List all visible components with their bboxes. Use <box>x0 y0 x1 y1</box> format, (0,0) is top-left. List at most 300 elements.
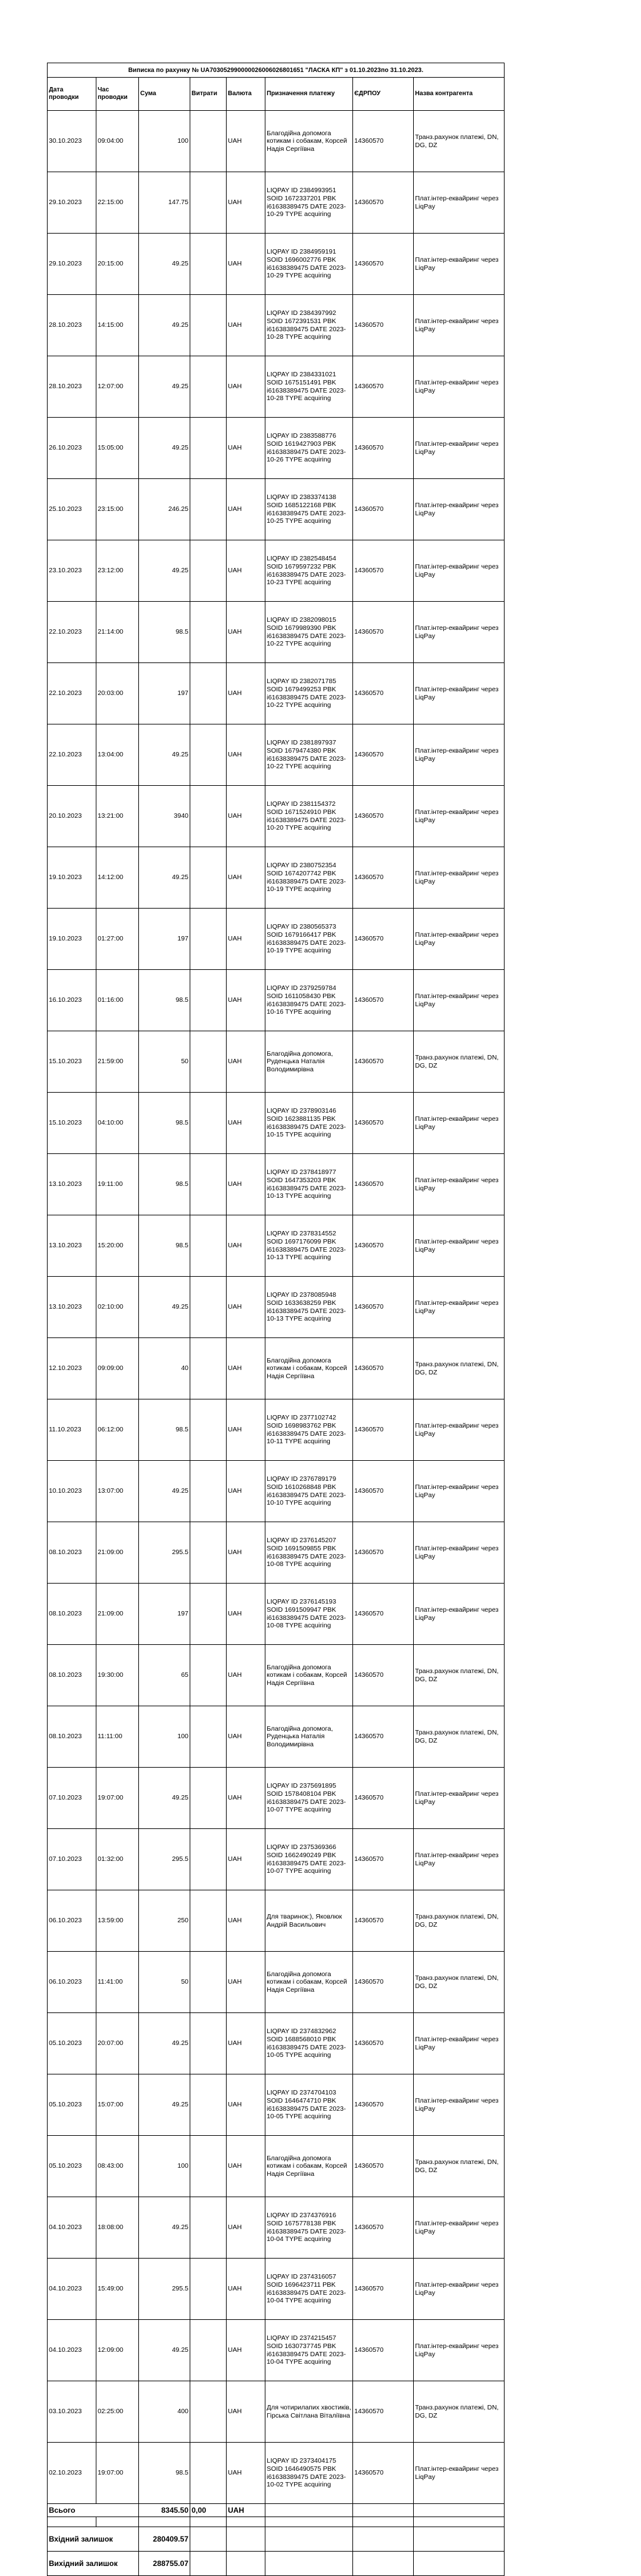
edrpou-cell: 14360570 <box>353 2381 414 2443</box>
purpose-cell: LIQPAY ID 2380752354 SOID 1674207742 PBK i61638389475 DATE 2023-10-19 TYPE acquiring <box>265 847 353 909</box>
purpose-cell: LIQPAY ID 2382548454 SOID 1679597232 PBK i61638389475 DATE 2023-10-23 TYPE acquiring <box>265 540 353 602</box>
expense-cell <box>190 1277 227 1338</box>
table-row <box>48 1215 505 1277</box>
purpose-cell: LIQPAY ID 2377102742 SOID 1698983762 PBK i61638389475 DATE 2023-10-11 TYPE acquiring <box>265 1399 353 1461</box>
date-cell: 04.10.2023 <box>48 2320 96 2381</box>
purpose-cell: LIQPAY ID 2382071785 SOID 1679499253 PBK i61638389475 DATE 2023-10-22 TYPE acquiring <box>265 663 353 724</box>
purpose-cell: LIQPAY ID 2378314552 SOID 1697176099 PBK i61638389475 DATE 2023-10-13 TYPE acquiring <box>265 1215 353 1277</box>
contractor-cell: Транз.рахунок платежі, DN, DG, DZ <box>414 111 505 172</box>
table-row <box>48 970 505 1031</box>
date-cell: 05.10.2023 <box>48 2013 96 2074</box>
expense-cell <box>190 540 227 602</box>
table-row <box>48 1522 505 1584</box>
table-row <box>48 1890 505 1952</box>
sum-cell: 49.25 <box>139 356 190 418</box>
expense-cell <box>190 172 227 234</box>
sum-cell: 98.5 <box>139 602 190 663</box>
sum-cell: 98.5 <box>139 1154 190 1215</box>
time-cell: 14:15:00 <box>96 295 139 356</box>
expense-cell <box>190 1461 227 1522</box>
time-cell: 13:59:00 <box>96 1890 139 1952</box>
time-cell: 21:09:00 <box>96 1584 139 1645</box>
contractor-cell: Плат.інтер-еквайринг через LiqPay <box>414 909 505 970</box>
sum-cell: 49.25 <box>139 295 190 356</box>
time-cell: 23:15:00 <box>96 479 139 540</box>
time-cell: 09:04:00 <box>96 111 139 172</box>
purpose-cell: Благодійна допомога, Руденцька Наталія Володимирівна <box>265 1706 353 1768</box>
currency-cell: UAH <box>227 356 265 418</box>
opening-balance-value: 280409.57 <box>139 2527 190 2552</box>
currency-cell: UAH <box>227 1215 265 1277</box>
expense-cell <box>190 1093 227 1154</box>
table-row <box>48 418 505 479</box>
edrpou-cell: 14360570 <box>353 2443 414 2504</box>
currency-cell: UAH <box>227 724 265 786</box>
time-cell: 09:09:00 <box>96 1338 139 1399</box>
sum-cell: 49.25 <box>139 1277 190 1338</box>
expense-cell <box>190 970 227 1031</box>
table-row <box>48 356 505 418</box>
edrpou-cell: 14360570 <box>353 2197 414 2259</box>
currency-cell: UAH <box>227 2136 265 2197</box>
currency-cell: UAH <box>227 970 265 1031</box>
sum-cell: 100 <box>139 111 190 172</box>
edrpou-cell: 14360570 <box>353 1154 414 1215</box>
purpose-cell: LIQPAY ID 2381154372 SOID 1671524910 PBK i61638389475 DATE 2023-10-20 TYPE acquiring <box>265 786 353 847</box>
edrpou-cell: 14360570 <box>353 2074 414 2136</box>
purpose-cell: LIQPAY ID 2380565373 SOID 1679166417 PBK i61638389475 DATE 2023-10-19 TYPE acquiring <box>265 909 353 970</box>
table-row <box>48 1461 505 1522</box>
time-cell: 02:10:00 <box>96 1277 139 1338</box>
currency-cell: UAH <box>227 1890 265 1952</box>
contractor-cell: Транз.рахунок платежі, DN, DG, DZ <box>414 1031 505 1093</box>
time-cell: 13:07:00 <box>96 1461 139 1522</box>
currency-cell: UAH <box>227 111 265 172</box>
contractor-cell: Плат.інтер-еквайринг через LiqPay <box>414 1215 505 1277</box>
currency-cell: UAH <box>227 1584 265 1645</box>
time-cell: 01:16:00 <box>96 970 139 1031</box>
table-row <box>48 1338 505 1399</box>
currency-cell: UAH <box>227 602 265 663</box>
sum-cell: 100 <box>139 2136 190 2197</box>
edrpou-cell: 14360570 <box>353 1277 414 1338</box>
sum-cell: 147.75 <box>139 172 190 234</box>
edrpou-cell: 14360570 <box>353 540 414 602</box>
empty-cell <box>190 2552 227 2576</box>
sum-cell: 49.25 <box>139 847 190 909</box>
totals-label: Всього <box>48 2504 139 2517</box>
time-cell: 19:07:00 <box>96 2443 139 2504</box>
contractor-cell: Транз.рахунок платежі, DN, DG, DZ <box>414 1338 505 1399</box>
edrpou-cell: 14360570 <box>353 418 414 479</box>
opening-balance-label: Вхідний залишок <box>48 2527 139 2552</box>
purpose-cell: LIQPAY ID 2375691895 SOID 1578408104 PBK i61638389475 DATE 2023-10-07 TYPE acquiring <box>265 1768 353 1829</box>
edrpou-cell: 14360570 <box>353 1338 414 1399</box>
sum-cell: 295.5 <box>139 2259 190 2320</box>
date-cell: 28.10.2023 <box>48 356 96 418</box>
empty-cell <box>190 2517 227 2527</box>
purpose-cell: LIQPAY ID 2374376916 SOID 1675778138 PBK i61638389475 DATE 2023-10-04 TYPE acquiring <box>265 2197 353 2259</box>
date-cell: 08.10.2023 <box>48 1522 96 1584</box>
expense-cell <box>190 1890 227 1952</box>
time-cell: 15:49:00 <box>96 2259 139 2320</box>
table-row <box>48 1154 505 1215</box>
purpose-cell: LIQPAY ID 2376145193 SOID 1691509947 PBK i61638389475 DATE 2023-10-08 TYPE acquiring <box>265 1584 353 1645</box>
table-row <box>48 1031 505 1093</box>
time-cell: 12:09:00 <box>96 2320 139 2381</box>
edrpou-cell: 14360570 <box>353 1215 414 1277</box>
date-cell: 02.10.2023 <box>48 2443 96 2504</box>
time-cell: 15:05:00 <box>96 418 139 479</box>
time-cell: 13:04:00 <box>96 724 139 786</box>
expense-cell <box>190 1829 227 1890</box>
sum-cell: 65 <box>139 1645 190 1706</box>
purpose-cell: Для тваринок:), Яковлюк Андрій Васильович <box>265 1890 353 1952</box>
expense-cell <box>190 1522 227 1584</box>
purpose-cell: Благодійна допомога, Руденцька Наталія Володимирівна <box>265 1031 353 1093</box>
sum-cell: 295.5 <box>139 1829 190 1890</box>
contractor-cell: Плат.інтер-еквайринг через LiqPay <box>414 786 505 847</box>
purpose-cell: LIQPAY ID 2376789179 SOID 1610268848 PBK i61638389475 DATE 2023-10-10 TYPE acquiring <box>265 1461 353 1522</box>
currency-cell: UAH <box>227 234 265 295</box>
edrpou-cell: 14360570 <box>353 111 414 172</box>
expense-cell <box>190 295 227 356</box>
table-row <box>48 1952 505 2013</box>
date-cell: 07.10.2023 <box>48 1829 96 1890</box>
currency-cell: UAH <box>227 1399 265 1461</box>
totals-expense: 0,00 <box>190 2504 227 2517</box>
edrpou-cell: 14360570 <box>353 234 414 295</box>
purpose-cell: Благодійна допомога котикам і собакам, Корсей Надія Сергіївна <box>265 1952 353 2013</box>
table-row <box>48 2320 505 2381</box>
currency-cell: UAH <box>227 2259 265 2320</box>
purpose-cell: LIQPAY ID 2375369366 SOID 1662490249 PBK i61638389475 DATE 2023-10-07 TYPE acquiring <box>265 1829 353 1890</box>
totals-currency: UAH <box>227 2504 265 2517</box>
time-cell: 08:43:00 <box>96 2136 139 2197</box>
purpose-cell: LIQPAY ID 2384993951 SOID 1672337201 PBK i61638389475 DATE 2023-10-29 TYPE acquiring <box>265 172 353 234</box>
totals-row <box>48 2504 505 2517</box>
edrpou-cell: 14360570 <box>353 970 414 1031</box>
contractor-cell: Транз.рахунок платежі, DN, DG, DZ <box>414 2136 505 2197</box>
column-header-date: Дата проводки <box>48 78 96 111</box>
time-cell: 11:11:00 <box>96 1706 139 1768</box>
sum-cell: 49.25 <box>139 2013 190 2074</box>
time-cell: 01:32:00 <box>96 1829 139 1890</box>
column-header-currency: Валюта <box>227 78 265 111</box>
sum-cell: 40 <box>139 1338 190 1399</box>
table-row <box>48 1829 505 1890</box>
title-row <box>48 63 505 78</box>
time-cell: 18:08:00 <box>96 2197 139 2259</box>
expense-cell <box>190 1338 227 1399</box>
contractor-cell: Плат.інтер-еквайринг через LiqPay <box>414 540 505 602</box>
date-cell: 22.10.2023 <box>48 724 96 786</box>
sum-cell: 49.25 <box>139 724 190 786</box>
sum-cell: 98.5 <box>139 1399 190 1461</box>
date-cell: 04.10.2023 <box>48 2197 96 2259</box>
currency-cell: UAH <box>227 540 265 602</box>
date-cell: 08.10.2023 <box>48 1584 96 1645</box>
currency-cell: UAH <box>227 295 265 356</box>
table-row <box>48 2443 505 2504</box>
purpose-cell: LIQPAY ID 2376145207 SOID 1691509855 PBK i61638389475 DATE 2023-10-08 TYPE acquiring <box>265 1522 353 1584</box>
table-row <box>48 1399 505 1461</box>
table-row <box>48 295 505 356</box>
table-row <box>48 786 505 847</box>
contractor-cell: Плат.інтер-еквайринг через LiqPay <box>414 663 505 724</box>
edrpou-cell: 14360570 <box>353 1768 414 1829</box>
expense-cell <box>190 1706 227 1768</box>
edrpou-cell: 14360570 <box>353 1522 414 1584</box>
currency-cell: UAH <box>227 2013 265 2074</box>
contractor-cell: Плат.інтер-еквайринг через LiqPay <box>414 1399 505 1461</box>
currency-cell: UAH <box>227 847 265 909</box>
currency-cell: UAH <box>227 1277 265 1338</box>
sum-cell: 49.25 <box>139 1461 190 1522</box>
date-cell: 23.10.2023 <box>48 540 96 602</box>
empty-cell <box>265 2527 353 2552</box>
currency-cell: UAH <box>227 418 265 479</box>
table-row <box>48 1645 505 1706</box>
table-row <box>48 1584 505 1645</box>
purpose-cell: LIQPAY ID 2378903146 SOID 1623881135 PBK i61638389475 DATE 2023-10-15 TYPE acquiring <box>265 1093 353 1154</box>
contractor-cell: Плат.інтер-еквайринг через LiqPay <box>414 2320 505 2381</box>
purpose-cell: LIQPAY ID 2384397992 SOID 1672391531 PBK i61638389475 DATE 2023-10-28 TYPE acquiring <box>265 295 353 356</box>
sum-cell: 197 <box>139 1584 190 1645</box>
currency-cell: UAH <box>227 663 265 724</box>
purpose-cell: LIQPAY ID 2374832962 SOID 1688568010 PBK i61638389475 DATE 2023-10-05 TYPE acquiring <box>265 2013 353 2074</box>
time-cell: 14:12:00 <box>96 847 139 909</box>
edrpou-cell: 14360570 <box>353 479 414 540</box>
expense-cell <box>190 1768 227 1829</box>
empty-cell <box>353 2504 414 2517</box>
edrpou-cell: 14360570 <box>353 2136 414 2197</box>
time-cell: 19:07:00 <box>96 1768 139 1829</box>
date-cell: 12.10.2023 <box>48 1338 96 1399</box>
purpose-cell: LIQPAY ID 2374704103 SOID 1646474710 PBK i61638389475 DATE 2023-10-05 TYPE acquiring <box>265 2074 353 2136</box>
expense-cell <box>190 663 227 724</box>
purpose-cell: LIQPAY ID 2384959191 SOID 1696002776 PBK i61638389475 DATE 2023-10-29 TYPE acquiring <box>265 234 353 295</box>
expense-cell <box>190 1399 227 1461</box>
contractor-cell: Плат.інтер-еквайринг через LiqPay <box>414 847 505 909</box>
sum-cell: 50 <box>139 1031 190 1093</box>
edrpou-cell: 14360570 <box>353 724 414 786</box>
table-row <box>48 1706 505 1768</box>
currency-cell: UAH <box>227 1154 265 1215</box>
sum-cell: 246.25 <box>139 479 190 540</box>
expense-cell <box>190 2259 227 2320</box>
sum-cell: 3940 <box>139 786 190 847</box>
empty-cell <box>414 2517 505 2527</box>
purpose-cell: Для чотирилапих хвостиків, Гірська Світлана Віталіївна <box>265 2381 353 2443</box>
table-row <box>48 2013 505 2074</box>
expense-cell <box>190 1645 227 1706</box>
date-cell: 08.10.2023 <box>48 1645 96 1706</box>
table-row <box>48 663 505 724</box>
purpose-cell: Благодійна допомога котикам і собакам, Корсей Надія Сергіївна <box>265 1645 353 1706</box>
currency-cell: UAH <box>227 786 265 847</box>
edrpou-cell: 14360570 <box>353 1890 414 1952</box>
expense-cell <box>190 909 227 970</box>
currency-cell: UAH <box>227 1093 265 1154</box>
date-cell: 30.10.2023 <box>48 111 96 172</box>
contractor-cell: Транз.рахунок платежі, DN, DG, DZ <box>414 1645 505 1706</box>
contractor-cell: Плат.інтер-еквайринг через LiqPay <box>414 970 505 1031</box>
statement-sheet <box>47 63 504 2576</box>
empty-cell <box>414 2504 505 2517</box>
edrpou-cell: 14360570 <box>353 1952 414 2013</box>
table-row <box>48 479 505 540</box>
contractor-cell: Транз.рахунок платежі, DN, DG, DZ <box>414 1890 505 1952</box>
time-cell: 04:10:00 <box>96 1093 139 1154</box>
sum-cell: 250 <box>139 1890 190 1952</box>
currency-cell: UAH <box>227 1461 265 1522</box>
table-row <box>48 540 505 602</box>
currency-cell: UAH <box>227 1031 265 1093</box>
closing-balance-row <box>48 2552 505 2576</box>
table-row <box>48 602 505 663</box>
totals-sum: 8345.50 <box>139 2504 190 2517</box>
currency-cell: UAH <box>227 2381 265 2443</box>
date-cell: 05.10.2023 <box>48 2136 96 2197</box>
empty-cell <box>190 2527 227 2552</box>
date-cell: 03.10.2023 <box>48 2381 96 2443</box>
sum-cell: 50 <box>139 1952 190 2013</box>
expense-cell <box>190 418 227 479</box>
expense-cell <box>190 602 227 663</box>
edrpou-cell: 14360570 <box>353 663 414 724</box>
expense-cell <box>190 2320 227 2381</box>
date-cell: 22.10.2023 <box>48 663 96 724</box>
purpose-cell: LIQPAY ID 2383588776 SOID 1619427903 PBK i61638389475 DATE 2023-10-26 TYPE acquiring <box>265 418 353 479</box>
table-row <box>48 234 505 295</box>
time-cell: 13:21:00 <box>96 786 139 847</box>
empty-cell <box>96 2517 139 2527</box>
time-cell: 21:14:00 <box>96 602 139 663</box>
contractor-cell: Плат.інтер-еквайринг через LiqPay <box>414 1093 505 1154</box>
date-cell: 15.10.2023 <box>48 1031 96 1093</box>
expense-cell <box>190 2443 227 2504</box>
date-cell: 13.10.2023 <box>48 1215 96 1277</box>
contractor-cell: Плат.інтер-еквайринг через LiqPay <box>414 1277 505 1338</box>
empty-cell <box>227 2527 265 2552</box>
time-cell: 20:15:00 <box>96 234 139 295</box>
date-cell: 25.10.2023 <box>48 479 96 540</box>
table-row <box>48 2074 505 2136</box>
time-cell: 20:07:00 <box>96 2013 139 2074</box>
currency-cell: UAH <box>227 1338 265 1399</box>
currency-cell: UAH <box>227 1768 265 1829</box>
column-header-purpose: Призначення платежу <box>265 78 353 111</box>
table-row <box>48 1093 505 1154</box>
expense-cell <box>190 234 227 295</box>
expense-cell <box>190 1952 227 2013</box>
table-row <box>48 2259 505 2320</box>
edrpou-cell: 14360570 <box>353 1645 414 1706</box>
sum-cell: 98.5 <box>139 2443 190 2504</box>
sum-cell: 49.25 <box>139 2074 190 2136</box>
date-cell: 10.10.2023 <box>48 1461 96 1522</box>
expense-cell <box>190 111 227 172</box>
contractor-cell: Плат.інтер-еквайринг через LiqPay <box>414 2443 505 2504</box>
edrpou-cell: 14360570 <box>353 295 414 356</box>
empty-cell <box>265 2552 353 2576</box>
sum-cell: 49.25 <box>139 418 190 479</box>
currency-cell: UAH <box>227 1952 265 2013</box>
contractor-cell: Плат.інтер-еквайринг через LiqPay <box>414 172 505 234</box>
currency-cell: UAH <box>227 2197 265 2259</box>
date-cell: 29.10.2023 <box>48 234 96 295</box>
contractor-cell: Плат.інтер-еквайринг через LiqPay <box>414 1584 505 1645</box>
date-cell: 13.10.2023 <box>48 1154 96 1215</box>
date-cell: 15.10.2023 <box>48 1093 96 1154</box>
column-header-time: Час проводки <box>96 78 139 111</box>
edrpou-cell: 14360570 <box>353 909 414 970</box>
empty-cell <box>139 2517 190 2527</box>
time-cell: 22:15:00 <box>96 172 139 234</box>
currency-cell: UAH <box>227 1645 265 1706</box>
sum-cell: 100 <box>139 1706 190 1768</box>
contractor-cell: Плат.інтер-еквайринг через LiqPay <box>414 602 505 663</box>
time-cell: 02:25:00 <box>96 2381 139 2443</box>
expense-cell <box>190 847 227 909</box>
closing-balance-value: 288755.07 <box>139 2552 190 2576</box>
date-cell: 22.10.2023 <box>48 602 96 663</box>
purpose-cell: Благодійна допомога котикам і собакам, Корсей Надія Сергіївна <box>265 111 353 172</box>
date-cell: 13.10.2023 <box>48 1277 96 1338</box>
sum-cell: 49.25 <box>139 540 190 602</box>
currency-cell: UAH <box>227 172 265 234</box>
table-row <box>48 2136 505 2197</box>
purpose-cell: Благодійна допомога котикам і собакам, Корсей Надія Сергіївна <box>265 1338 353 1399</box>
currency-cell: UAH <box>227 2074 265 2136</box>
sum-cell: 98.5 <box>139 1093 190 1154</box>
purpose-cell: LIQPAY ID 2383374138 SOID 1685122168 PBK i61638389475 DATE 2023-10-25 TYPE acquiring <box>265 479 353 540</box>
contractor-cell: Плат.інтер-еквайринг через LiqPay <box>414 2074 505 2136</box>
contractor-cell: Плат.інтер-еквайринг через LiqPay <box>414 356 505 418</box>
date-cell: 20.10.2023 <box>48 786 96 847</box>
column-header-edrpou: ЄДРПОУ <box>353 78 414 111</box>
empty-cell <box>353 2552 414 2576</box>
purpose-cell: LIQPAY ID 2378418977 SOID 1647353203 PBK i61638389475 DATE 2023-10-13 TYPE acquiring <box>265 1154 353 1215</box>
table-row <box>48 1277 505 1338</box>
date-cell: 08.10.2023 <box>48 1706 96 1768</box>
time-cell: 12:07:00 <box>96 356 139 418</box>
statement-title: Виписка по рахунку № UA703052990000026006026801651 "ЛАСКА КП" з 01.10.2023по 31.10.2023. <box>48 63 505 78</box>
purpose-cell: LIQPAY ID 2381897937 SOID 1679474380 PBK i61638389475 DATE 2023-10-22 TYPE acquiring <box>265 724 353 786</box>
currency-cell: UAH <box>227 1829 265 1890</box>
edrpou-cell: 14360570 <box>353 2013 414 2074</box>
column-header-sum: Сума <box>139 78 190 111</box>
table-row <box>48 2197 505 2259</box>
column-header-contractor: Назва контрагента <box>414 78 505 111</box>
expense-cell <box>190 1154 227 1215</box>
contractor-cell: Плат.інтер-еквайринг через LiqPay <box>414 724 505 786</box>
contractor-cell: Плат.інтер-еквайринг через LiqPay <box>414 1768 505 1829</box>
currency-cell: UAH <box>227 2443 265 2504</box>
time-cell: 23:12:00 <box>96 540 139 602</box>
sum-cell: 197 <box>139 909 190 970</box>
purpose-cell: LIQPAY ID 2373404175 SOID 1646490575 PBK i61638389475 DATE 2023-10-02 TYPE acquiring <box>265 2443 353 2504</box>
edrpou-cell: 14360570 <box>353 172 414 234</box>
contractor-cell: Плат.інтер-еквайринг через LiqPay <box>414 295 505 356</box>
expense-cell <box>190 2074 227 2136</box>
expense-cell <box>190 2381 227 2443</box>
purpose-cell: LIQPAY ID 2384331021 SOID 1675151491 PBK i61638389475 DATE 2023-10-28 TYPE acquiring <box>265 356 353 418</box>
time-cell: 01:27:00 <box>96 909 139 970</box>
time-cell: 19:30:00 <box>96 1645 139 1706</box>
contractor-cell: Плат.інтер-еквайринг через LiqPay <box>414 418 505 479</box>
